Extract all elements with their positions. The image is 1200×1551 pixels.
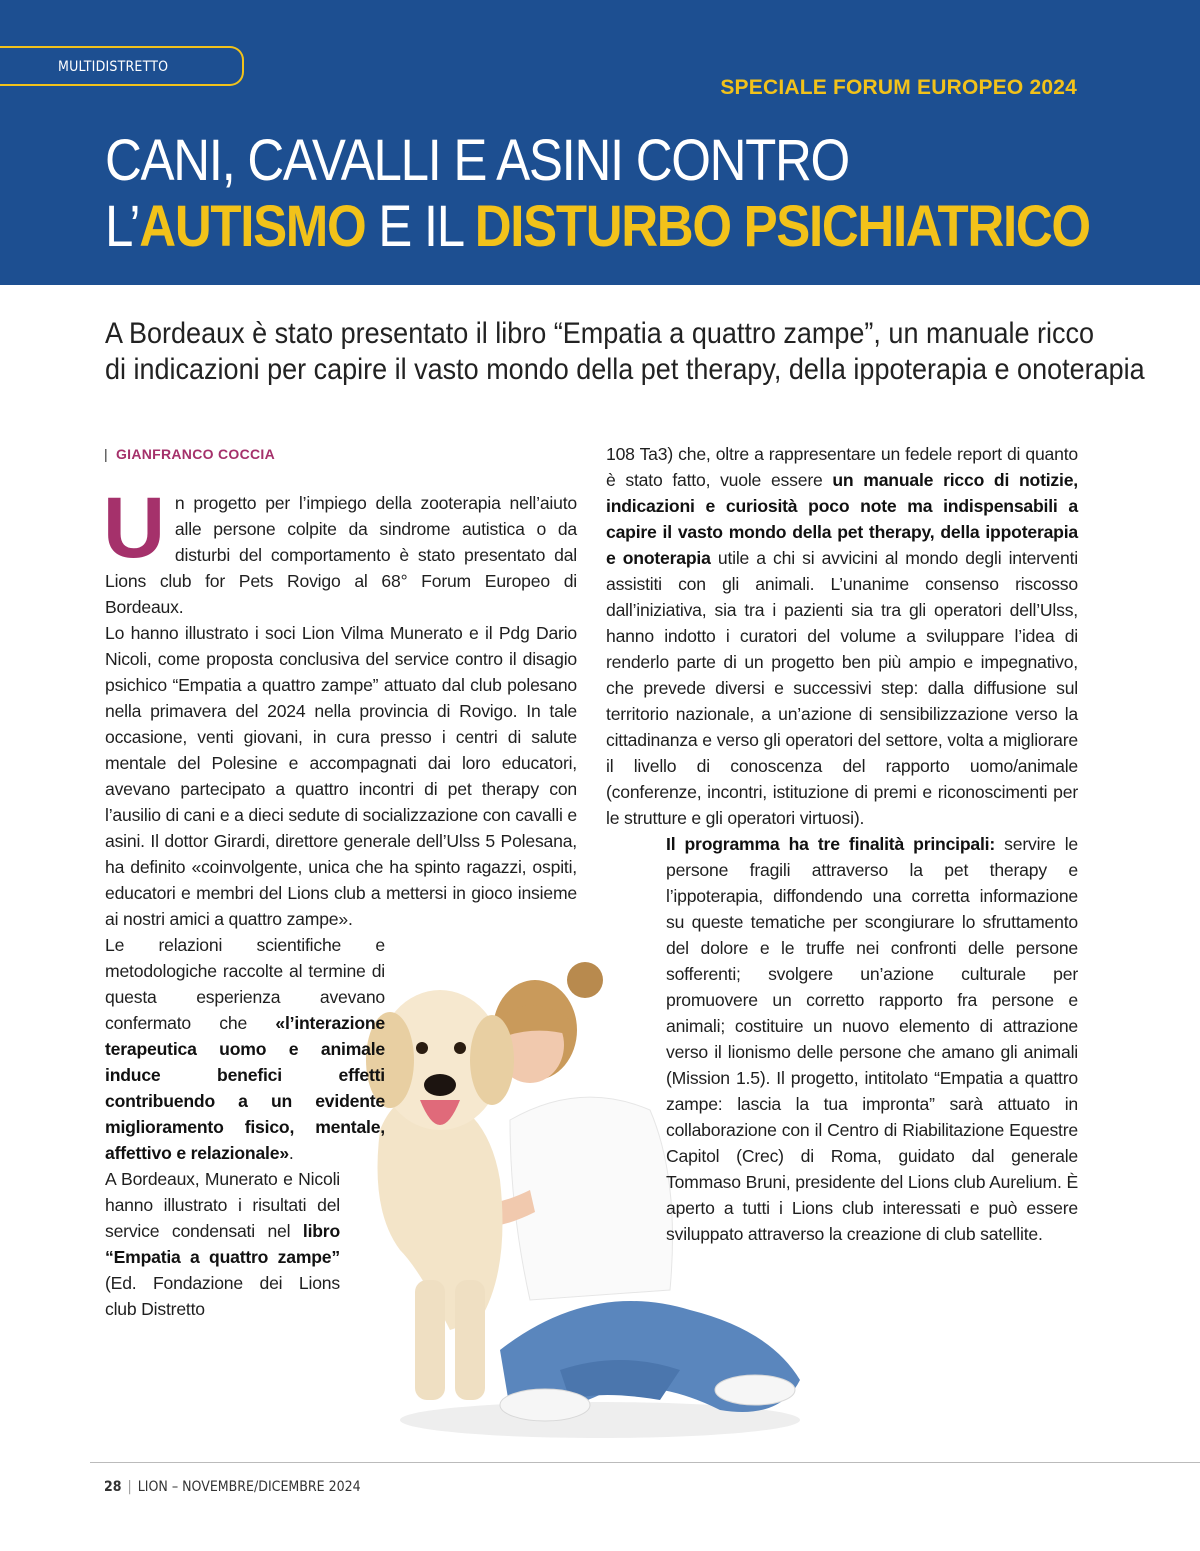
headline-mid: E IL — [365, 194, 475, 259]
byline — [104, 446, 275, 462]
page-number: 28 — [104, 1479, 122, 1495]
headline — [105, 128, 1090, 260]
paragraph-text: A Bordeaux, Munerato e Nicoli hanno illustrato i risultati del service condensati nel — [105, 1169, 340, 1241]
headline-line-2 — [105, 194, 1090, 260]
footer-issue: LION – NOVEMBRE/DICEMBRE 2024 — [137, 1479, 361, 1495]
section-tab — [0, 46, 244, 86]
paragraph — [105, 1166, 340, 1322]
paragraph-text: 108 Ta3) che, oltre a rappresentare un fedele report di quanto è stato fatto, vuole essere — [606, 444, 1078, 490]
deck — [105, 316, 1145, 388]
highlight-bold: un manuale ricco di notizie, indicazioni e curiosità poco note ma indispensabili a capire il vasto mondo della pet therapy, della ippoterapia e onoterapia — [606, 470, 1078, 568]
headline-prefix: L’ — [105, 194, 140, 259]
paragraph — [606, 441, 1078, 831]
paragraph-text: (Ed. Fondazione dei Lions club Distretto — [105, 1273, 340, 1319]
footer-rule — [90, 1462, 1200, 1463]
paragraph-text: Le relazioni scientifiche e metodologiche raccolte al termine di questa esperienza avevano confermato che — [105, 935, 385, 1033]
book-title-bold: libro “Empatia a quattro zampe” — [105, 1221, 340, 1267]
paragraph: Lo hanno illustrato i soci Lion Vilma Munerato e il Pdg Dario Nicoli, come proposta conclusiva del service contro il disagio psichico “Empatia a quattro zampe” attuato dal club polesano nella primavera del 2024 nella provincia di Rovigo. In tale occasione, venti giovani, in cura presso i centri di salute mentale del Polesine e accompagnati dai loro educatori, avevano partecipato a quattro incontri di pet therapy con l’ausilio di cani e a dieci sedute di socializzazione con cavalli e asini. Il dottor Girardi, direttore generale dell’Ulss 5 Polesana, ha definito «coinvolgente, unica che ha spinto ragazzi, ospiti, educatori e membri del Lions club a mettersi in gioco insieme ai nostri amici a quattro zampe». — [105, 623, 577, 929]
headline-highlight-autismo: AUTISMO — [139, 194, 366, 259]
headline-line-1: CANI, CAVALLI E ASINI CONTRO — [105, 128, 849, 193]
body-column-left — [103, 480, 577, 1322]
footer — [104, 1479, 361, 1495]
footer-separator: | — [127, 1479, 132, 1495]
header-banner — [0, 0, 1200, 285]
paragraph-text: utile a chi si avvicini al mondo degli interventi assistiti con gli animali. L’unanime consenso riscosso dall’iniziativa, sia tra i pazienti sia tra gli operatori dell’Ulss, hanno indotto i curatori del volume a sviluppare l’idea di renderlo parte di un progetto ben più ampio e impegnativo, che prevede diversi e successivi step: dalla diffusione sul territorio nazionale, a un’azione di sensibilizzazione verso la cittadinanza e verso gli operatori del settore, volta a migliorare il livello di conoscenza del rapporto uomo/animale (conferenze, incontri, istituzione di premi e riconoscimenti per le strutture e gli operatori virtuosi). — [606, 548, 1078, 828]
byline-bar: | — [104, 446, 108, 462]
program-heading-bold: Il programma ha tre finalità principali: — [666, 834, 996, 854]
drop-cap: U — [103, 480, 165, 576]
paragraph-text: servire le persone fragili attraverso la pet therapy e l’ippoterapia, diffondendo una corretta informazione su queste tematiche per scongiurare lo sfruttamento del dolore e le truffe nei confronti delle persone sofferenti; svolgere un’azione culturale per promuovere un corretto rapporto fra persone e animali; costituire un nuovo elemento di attrazione verso il lionismo delle persone che amano gli animali (Mission 1.5). Il progetto, intitolato “Empatia a quattro zampe: lascia la tua impronta” sarà attuato in collaborazione con il Centro di Riabilitazione Equestre Capitol (Crec) di Roma, guidato dal generale Tommaso Bruni, presidente del Lions club Aurelium. È aperto a tutti i Lions club interessati e può essere sviluppato attraverso la creazione di club satellite. — [666, 834, 1078, 1244]
paragraph: n progetto per l’impiego della zooterapia nell’aiuto alle persone colpite da sindrome autistica o da disturbi del comportamento è stato presentato dal Lions club for Pets Rovigo al 68° Forum Europeo di Bordeaux. — [105, 493, 577, 617]
paragraph — [606, 831, 1078, 1247]
author-name: GIANFRANCO COCCIA — [115, 446, 276, 462]
paragraph — [105, 932, 385, 1166]
quote-bold: «l’interazione terapeutica uomo e animale induce benefici effetti contribuendo a un evidente miglioramento fisico, mentale, affettivo e relazionale» — [105, 1013, 385, 1163]
body-column-right — [606, 441, 1078, 1247]
headline-highlight-disturbo: DISTURBO PSICHIATRICO — [474, 194, 1090, 259]
deck-line-1: A Bordeaux è stato presentato il libro “Empatia a quattro zampe”, un manuale ricco — [105, 317, 1095, 350]
deck-line-2: di indicazioni per capire il vasto mondo della pet therapy, della ippoterapia e onoterapia — [105, 353, 1145, 386]
paragraph-text: . — [288, 1143, 294, 1163]
kicker: SPECIALE FORUM EUROPEO 2024 — [720, 76, 1077, 99]
section-label: MULTIDISTRETTO — [58, 59, 169, 75]
